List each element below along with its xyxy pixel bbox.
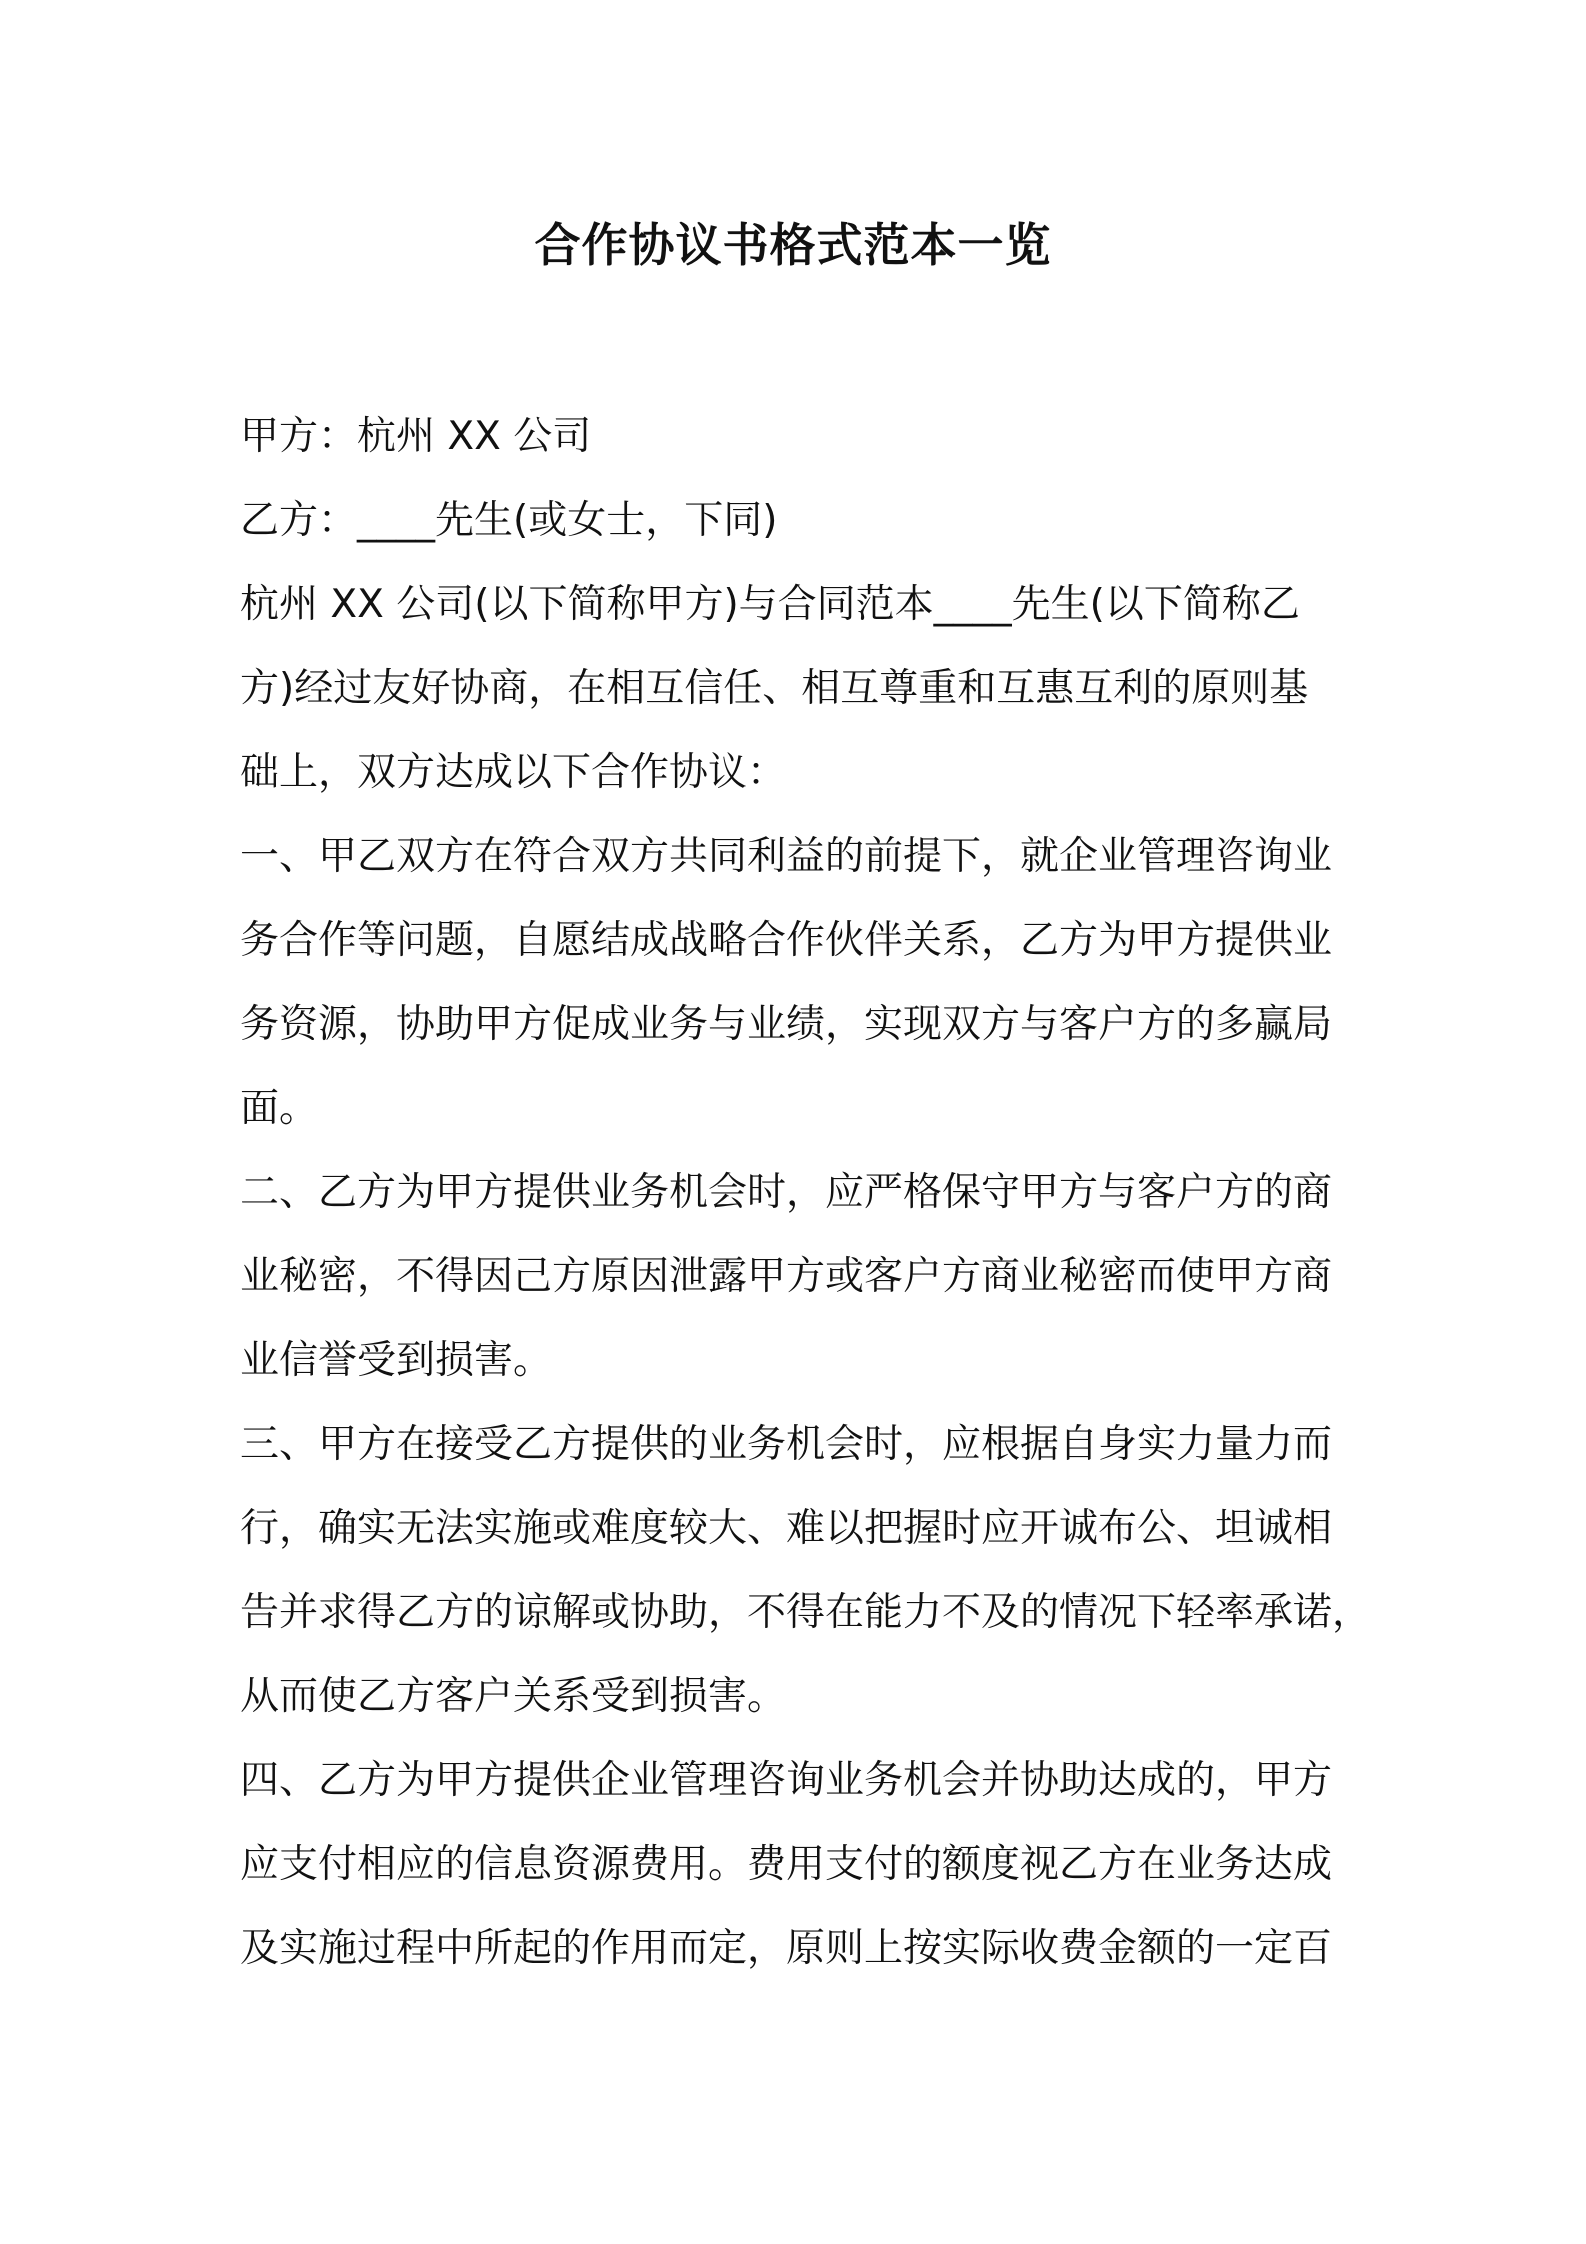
party-b-line: 乙方：____先生(或女士，下同) bbox=[240, 498, 778, 543]
clause-2-line-3: 业信誉受到损害。 bbox=[240, 1338, 553, 1383]
clause-1-line-2: 务合作等问题，自愿结成战略合作伙伴关系，乙方为甲方提供业 bbox=[240, 918, 1333, 963]
clause-1-line-1: 一、甲乙双方在符合双方共同利益的前提下，就企业管理咨询业 bbox=[240, 834, 1333, 879]
clause-4-line-2: 应支付相应的信息资源费用。费用支付的额度视乙方在业务达成 bbox=[240, 1842, 1333, 1887]
clause-1-line-3: 务资源，协助甲方促成业务与业绩，实现双方与客户方的多赢局 bbox=[240, 1002, 1333, 1047]
intro-line-1: 杭州 XX 公司(以下简称甲方)与合同范本____先生(以下简称乙 bbox=[240, 582, 1300, 627]
clause-3-line-1: 三、甲方在接受乙方提供的业务机会时，应根据自身实力量力而 bbox=[240, 1422, 1333, 1467]
document-title: 合作协议书格式范本一览 bbox=[534, 218, 1052, 272]
intro-line-2: 方)经过友好协商，在相互信任、相互尊重和互惠互利的原则基 bbox=[240, 666, 1309, 711]
clause-3-line-4: 从而使乙方客户关系受到损害。 bbox=[240, 1674, 787, 1719]
clause-3-line-3: 告并求得乙方的谅解或协助，不得在能力不及的情况下轻率承诺， bbox=[240, 1590, 1372, 1635]
clause-2-line-2: 业秘密，不得因己方原因泄露甲方或客户方商业秘密而使甲方商 bbox=[240, 1254, 1333, 1299]
clause-3-line-2: 行，确实无法实施或难度较大、难以把握时应开诚布公、坦诚相 bbox=[240, 1506, 1333, 1551]
intro-line-3: 础上，双方达成以下合作协议： bbox=[240, 750, 787, 795]
party-a-line: 甲方：杭州 XX 公司 bbox=[240, 414, 592, 459]
clause-1-line-4: 面。 bbox=[240, 1086, 319, 1131]
clause-2-line-1: 二、乙方为甲方提供业务机会时，应严格保守甲方与客户方的商 bbox=[240, 1170, 1333, 1215]
clause-4-line-3: 及实施过程中所起的作用而定，原则上按实际收费金额的一定百 bbox=[240, 1926, 1333, 1971]
clause-4-line-1: 四、乙方为甲方提供企业管理咨询业务机会并协助达成的，甲方 bbox=[240, 1758, 1333, 1803]
